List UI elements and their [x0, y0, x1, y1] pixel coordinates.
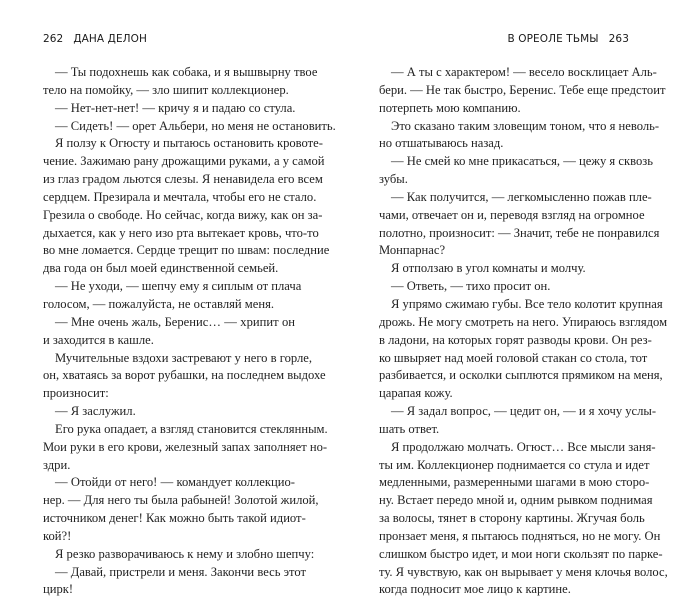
text-line: голосом, — пожалуйста, не оставляй меня.	[43, 296, 275, 311]
text-line: — Не уходи, — шепчу ему я сиплым от плача	[55, 279, 302, 294]
text-line: — Как получится, — легкомысленно пожав пле-	[391, 189, 652, 204]
page-number: 262	[43, 33, 64, 45]
right-page	[337, 0, 674, 597]
right-page-body-text	[379, 64, 668, 599]
text-line: — Мне очень жаль, Беренис… — хрипит он	[55, 314, 295, 329]
book-title: В ОРЕОЛЕ ТЬМЫ	[507, 33, 599, 45]
text-line: — Отойди от него! — командует коллекцио-	[55, 475, 295, 490]
text-line: цирк!	[43, 582, 74, 597]
text-line: Мучительные вздохи застревают у него в горле,	[55, 350, 313, 365]
author-name: ДАНА ДЕЛОН	[73, 33, 148, 45]
text-line: — Ты подохнешь как собака, и я вышвырну твое	[55, 65, 318, 79]
text-line: шать ответ.	[379, 421, 440, 436]
text-line: ко швыряет над моей головой стакан со стола, тот	[379, 350, 648, 365]
text-line: ну. Встает передо мной и, одним рывком поднимая	[379, 493, 653, 508]
text-line: — Сидеть! — орет Альбери, но меня не остановить.	[55, 118, 336, 133]
text-line: он, хватаясь за ворот рубашки, на последнем выдохе	[43, 368, 326, 383]
text-line: тело на помойку, — зло шипит коллекционер.	[43, 82, 289, 97]
left-page	[0, 0, 337, 597]
text-line: медленными, размеренными шагами в мою сторо-	[379, 475, 650, 490]
text-line: нер. — Для него ты была рабыней! Золотой жилой,	[43, 493, 319, 508]
text-line: чение. Зажимаю рану дрожащими руками, а у самой	[43, 154, 325, 169]
text-line: два года он был моей единственной семьей.	[43, 261, 279, 276]
text-line: потерпеть мою компанию.	[379, 100, 521, 115]
text-line: чами, отвечает он и, переводя взгляд на огромное	[379, 207, 645, 222]
text-line: ту. Я чувствую, как он вырывает у меня клочья волос,	[379, 564, 668, 579]
text-line: зубы.	[379, 172, 408, 187]
text-line: Я продолжаю молчать. Огюст… Все мысли заня-	[391, 439, 656, 454]
text-line: дыхается, как у него изо рта вытекает кровь, что-то	[43, 225, 319, 240]
left-page-body-text	[43, 64, 336, 599]
text-line: из глаз градом льются слезы. Я ненавидела его всем	[43, 172, 323, 187]
text-line: во мне ломается. Сердце трещит по швам: последние	[43, 243, 330, 258]
text-line: в ладони, на которых горят разводы крови. Он рез-	[379, 332, 652, 347]
text-line: — Я задал вопрос, — цедит он, — и я хочу услы-	[391, 404, 657, 419]
text-line: кой?!	[43, 528, 72, 543]
text-line: — Ответь, — тихо просит он.	[391, 279, 551, 294]
text-line: Я ползу к Огюсту и пытаюсь остановить кровоте-	[55, 136, 323, 151]
text-line: Его рука опадает, а взгляд становится стеклянным.	[55, 421, 328, 436]
text-line: произносит:	[43, 386, 109, 401]
text-line: но отшатываюсь назад.	[379, 136, 504, 151]
text-line: Грезила о свободе. Но сейчас, когда вижу, как он за-	[43, 207, 323, 222]
text-line: дрожь. Не могу смотреть на него. Упираюсь взглядом	[379, 314, 668, 329]
right-running-head	[508, 33, 630, 45]
text-line: бери. — Не так быстро, Беренис. Тебе еще предстоит	[379, 82, 666, 97]
text-line: — А ты с характером! — весело восклицает Аль-	[391, 65, 657, 79]
text-line: пронзает меня, я пытаюсь подняться, но не могу. Он	[379, 528, 661, 543]
text-line: — Я заслужил.	[55, 404, 136, 419]
text-line: Это сказано таким зловещим тоном, что я неволь-	[391, 118, 660, 133]
text-line: Я упрямо сжимаю губы. Все тело колотит крупная	[391, 296, 663, 311]
text-line: слишком быстро идет, и мои ноги скользят по парке-	[379, 546, 663, 561]
text-line: Я резко разворачиваюсь к нему и злобно шепчу:	[55, 546, 315, 561]
text-line: полотно, произносит: — Значит, тебе не понравился	[379, 225, 660, 240]
text-line: разбивается, и осколки сыплются прямиком на меня,	[379, 368, 663, 383]
text-line: источником денег! Как можно быть такой идиот-	[43, 511, 306, 526]
text-line: сердцем. Презирала и мечтала, чтобы его не стало.	[43, 189, 317, 204]
text-line: и заходится в кашле.	[43, 332, 154, 347]
text-line: царапая кожу.	[379, 386, 453, 401]
text-line: Я отползаю в угол комнаты и молчу.	[391, 261, 586, 276]
text-line: за волосы, тянет в сторону картины. Жгучая боль	[379, 511, 645, 526]
page-number: 263	[608, 33, 629, 45]
text-line: — Не смей ко мне прикасаться, — цежу я сквозь	[391, 154, 653, 169]
text-line: здри.	[43, 457, 71, 472]
text-line: ты им. Коллекционер поднимается со стула и идет	[379, 457, 650, 472]
text-line: Монпарнас?	[379, 243, 446, 258]
text-line: — Нет-нет-нет! — кричу я и падаю со стула.	[55, 100, 296, 115]
left-running-head	[43, 33, 147, 45]
text-line: когда подносит мое лицо к картине.	[379, 582, 571, 597]
text-line: Мои руки в его крови, железный запах заполняет но-	[43, 439, 328, 454]
text-line: — Давай, пристрели и меня. Закончи весь этот	[55, 564, 306, 579]
